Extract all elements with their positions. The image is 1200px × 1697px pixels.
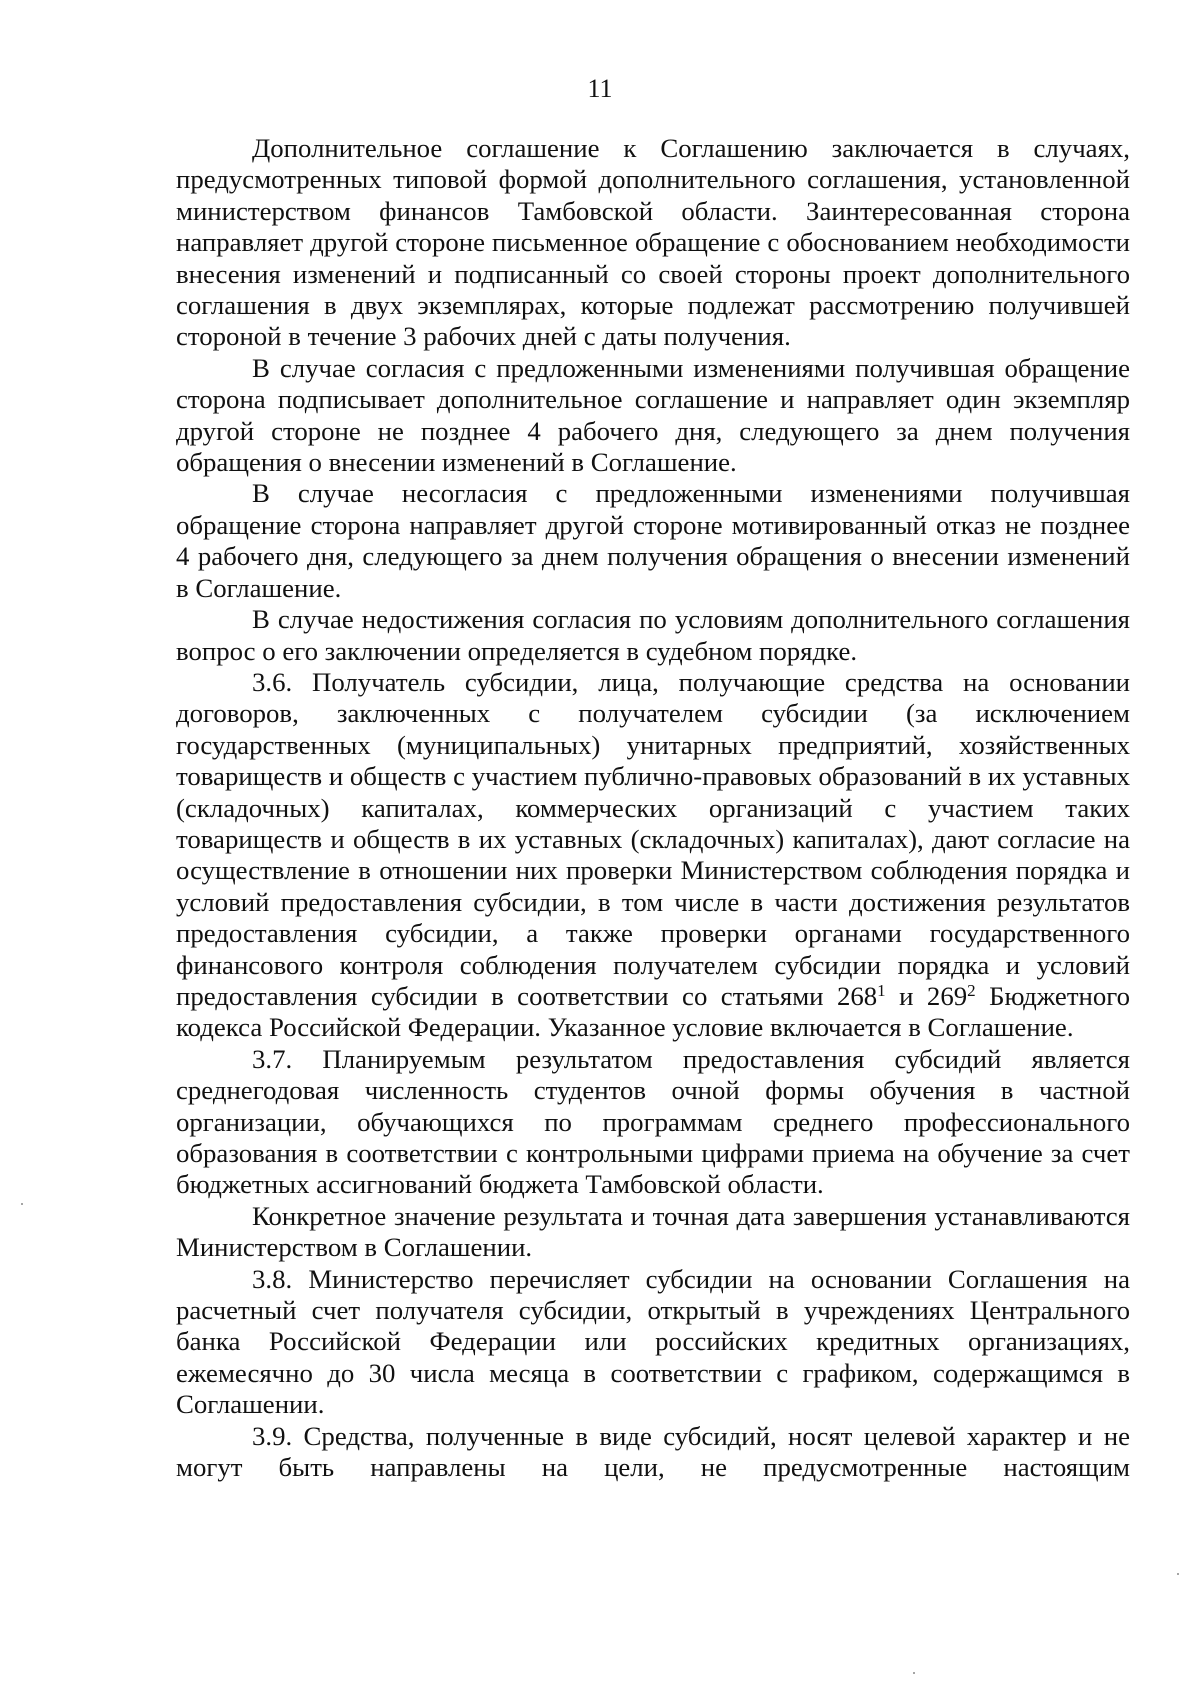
paragraph-3-6-text-b: и 269	[885, 980, 968, 1011]
paragraph-disagreement-case: В случае несогласия с предложенными изменениями получившая обращение сторона направляет другой стороне мотивированный отказ не позднее 4 рабочего дня, следующего за днем получения обращения о внесении изменений в Соглашение.	[176, 478, 1130, 603]
scan-speck	[1177, 1573, 1179, 1575]
scan-speck	[913, 1672, 915, 1674]
page-number: 11	[587, 74, 613, 103]
paragraph-3-9: 3.9. Средства, полученные в виде субсидий, носят целевой характер и не могут быть направлены на цели, не предусмотренные настоящим	[176, 1420, 1130, 1483]
paragraph-3-6-text-c: Бюджетного кодекса Российской Федерации. Указанное условие включается в Соглашение.	[176, 980, 1130, 1043]
document-body	[176, 133, 1130, 1483]
paragraph-consent-case: В случае согласия с предложенными изменениями получившая обращение сторона подписывает дополнительное соглашение и направляет один экземпляр другой стороне не позднее 4 рабочего дня, следующего за днем получения обращения о внесении изменений в Соглашение.	[176, 352, 1130, 478]
paragraph-3-6-text-a: 3.6. Получатель субсидии, лица, получающие средства на основании договоров, заключенных с получателем субсидии (за исключением государственных (муниципальных) унитарных предприятий, хозяйственных товариществ и обществ с участием публично-правовых образований в их уставных (складочных) капиталах, коммерческих организаций с участием таких товариществ и обществ в их уставных (складочных) капиталах), дают согласие на осуществление в отношении них проверки Министерством соблюдения порядка и условий предоставления субсидии, в том числе в части достижения результатов предоставления субсидии, а также проверки органами государственного финансового контроля соблюдения получателем субсидии порядка и условий предоставления субсидии в соответствии со статьями 268	[176, 666, 1130, 1011]
paragraph-3-6	[176, 667, 1130, 1044]
paragraph-3-7: 3.7. Планируемым результатом предоставления субсидий является среднегодовая численность студентов очной формы обучения в частной организации, обучающихся по программам среднего профессионального образования в соответствии с контрольными цифрами приема на обучение за счет бюджетных ассигнований бюджета Тамбовской области.	[176, 1043, 1130, 1200]
paragraph-supplementary-agreement: Дополнительное соглашение к Соглашению заключается в случаях, предусмотренных типовой формой дополнительного соглашения, установленной министерством финансов Тамбовской области. Заинтересованная сторона направляет другой стороне письменное обращение с обоснованием необходимости внесения изменений и подписанный со своей стороны проект дополнительного соглашения в двух экземплярах, которые подлежат рассмотрению получившей стороной в течение 3 рабочих дней с даты получения.	[176, 133, 1130, 352]
paragraph-3-8: 3.8. Министерство перечисляет субсидии на основании Соглашения на расчетный счет получателя субсидии, открытый в учреждениях Центрального банка Российской Федерации или российских кредитных организациях, ежемесячно до 30 числа месяца в соответствии с графиком, содержащимся в Соглашении.	[176, 1263, 1130, 1420]
scan-speck	[21, 1203, 23, 1205]
paragraph-result-value: Конкретное значение результата и точная дата завершения устанавливаются Министерством в Соглашении.	[176, 1200, 1130, 1263]
paragraph-no-agreement-case: В случае недостижения согласия по условиям дополнительного соглашения вопрос о его заключении определяется в судебном порядке.	[176, 604, 1130, 666]
superscript-1: 1	[877, 980, 886, 1000]
superscript-2: 2	[967, 980, 976, 1000]
